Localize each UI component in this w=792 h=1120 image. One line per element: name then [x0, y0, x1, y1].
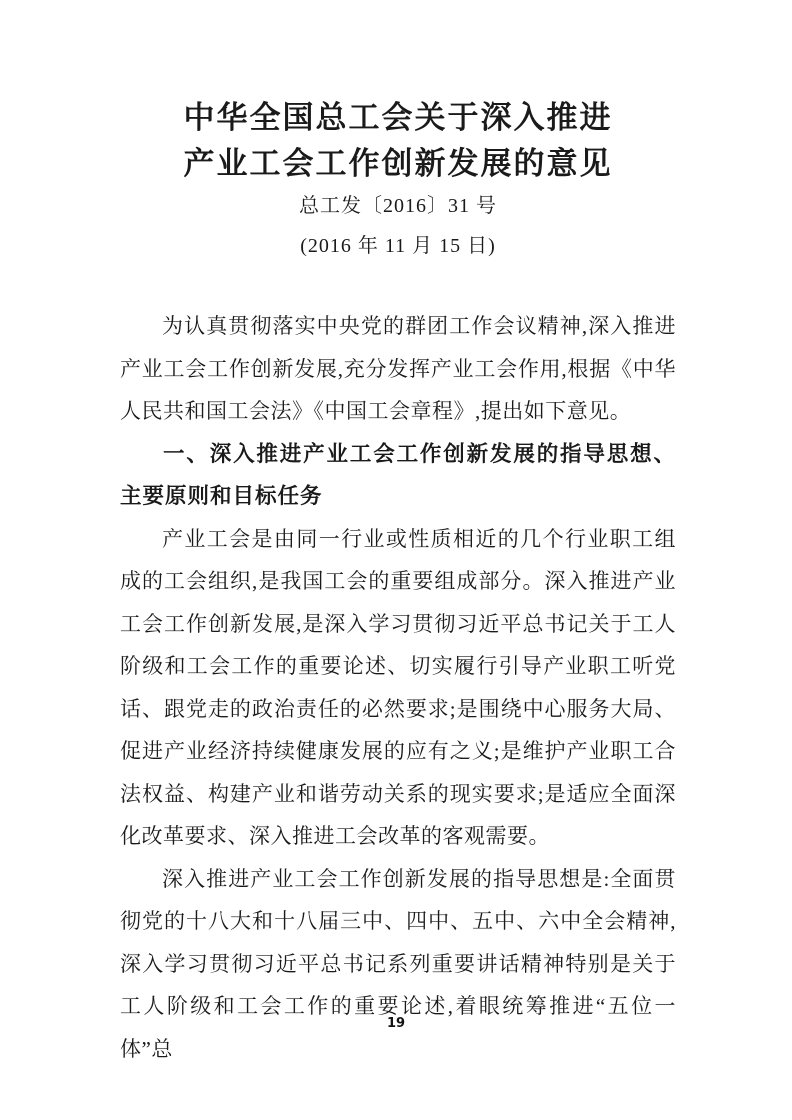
body-paragraph-definition: 产业工会是由同一行业或性质相近的几个行业职工组成的工会组织,是我国工会的重要组成部分。深入推进产业工会工作创新发展,是深入学习贯彻习近平总书记关于工人阶级和工会工作的重要论述、切实履行引导产业职工听党话、跟党走的政治责任的必然要求;是围绕中心服务大局、促进产业经济持续健康发展的应有之义;是维护产业职工合法权益、构建产业和谐劳动关系的现实要求;是适应全面深化改革要求、深入推进工会改革的客观需要。	[120, 526, 676, 848]
body-paragraph-guiding-thought: 深入推进产业工会工作创新发展的指导思想是:全面贯彻党的十八大和十八届三中、四中、五中、六中全会精神,深入学习贯彻习近平总书记系列重要讲话精神特别是关于工人阶级和工会工作的重要论述,着眼统筹推进“五位一体”总	[120, 866, 676, 1061]
document-body	[120, 305, 676, 1070]
doc-number: 总工发〔2016〕31 号	[299, 195, 497, 217]
document-title-line-2: 产业工会工作创新发展的意见	[183, 146, 613, 181]
document-title	[120, 95, 676, 187]
body-paragraph-intro: 为认真贯彻落实中央党的群团工作会议精神,深入推进产业工会工作创新发展,充分发挥产业工会作用,根据《中华人民共和国工会法》《中国工会章程》,提出如下意见。	[120, 314, 676, 423]
section-heading-1: 一、深入推进产业工会工作创新发展的指导思想、主要原则和目标任务	[120, 441, 676, 508]
document-content	[120, 0, 676, 1070]
page-number: 19	[386, 1016, 406, 1031]
document-title-line-1: 中华全国总工会关于深入推进	[183, 100, 613, 135]
doc-date: (2016 年 11 月 15 日)	[300, 235, 496, 257]
